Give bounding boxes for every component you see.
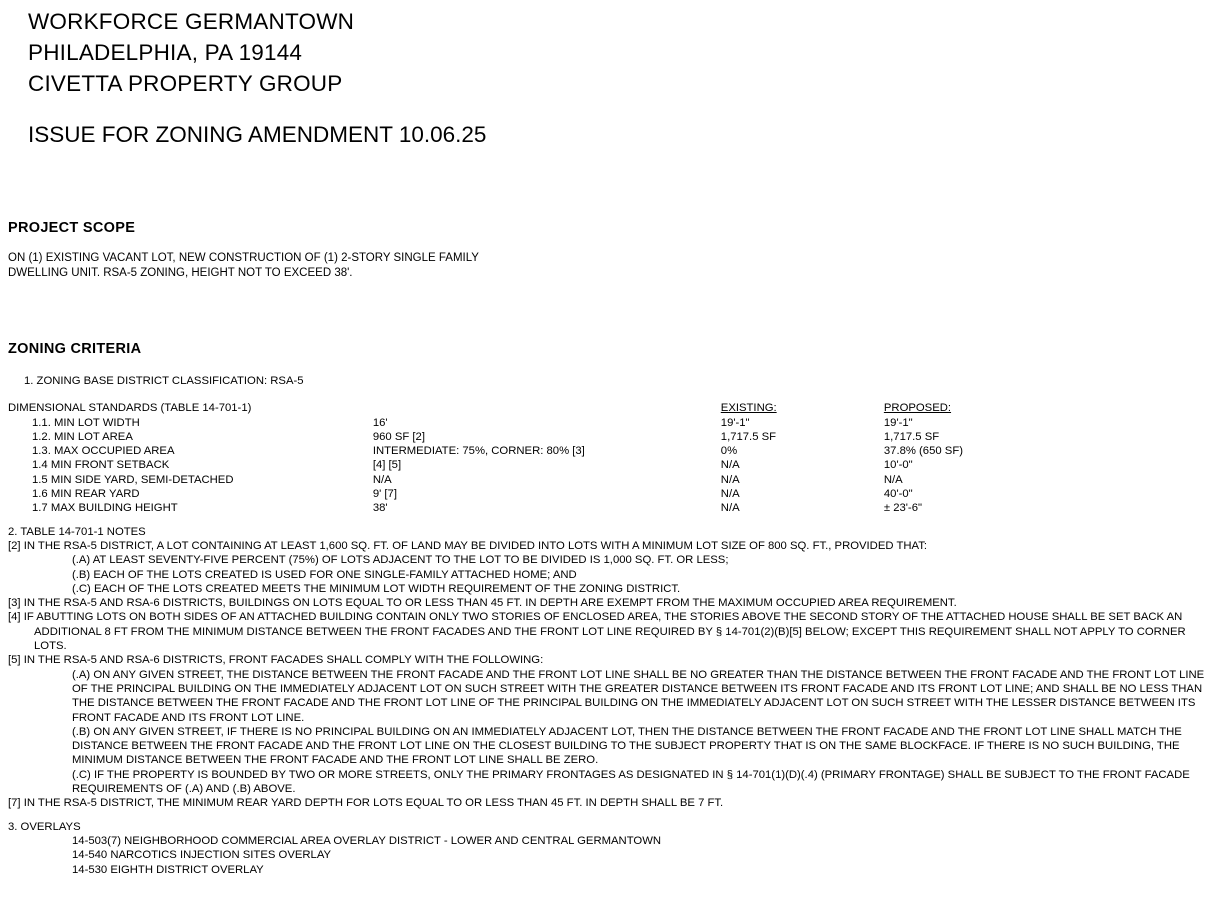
row-label: 1.1. MIN LOT WIDTH <box>32 416 140 429</box>
overlays-section <box>8 820 1208 877</box>
row-proposed: 37.8% (650 SF) <box>883 445 963 458</box>
row-standard: 16' <box>372 416 388 429</box>
row-label: 1.5 MIN SIDE YARD, SEMI-DETACHED <box>32 473 234 486</box>
note-5-b: (.B) ON ANY GIVEN STREET, IF THERE IS NO PRINCIPAL BUILDING ON AN IMMEDIATELY ADJACENT LOT, THEN THE DISTANCE BETWEEN THE FRONT FACADE AND THE FRONT LOT LINE SHALL MATCH THE DISTANCE BETWEEN THE FRONT FACADE AND THE FRONT LOT LINE ON THE CLOSEST BUILDING TO THE SUBJECT PROPERTY THAT IS ON THE SAME BLOCKFACE. IF THERE IS NO SUCH BUILDING, THE MINIMUM DISTANCE BETWEEN THE FRONT FACADE AND THE FRONT LOT LINE SHALL BE ZERO. <box>72 725 1182 767</box>
note-7: [7] IN THE RSA-5 DISTRICT, THE MINIMUM REAR YARD DEPTH FOR LOTS EQUAL TO OR LESS THAN 45 FT. IN DEPTH SHALL BE 7 FT. <box>8 797 724 810</box>
row-proposed: ± 23'-6" <box>883 502 922 515</box>
row-label: 1.2. MIN LOT AREA <box>32 430 133 443</box>
project-scope-title: PROJECT SCOPE <box>8 220 136 236</box>
row-existing: N/A <box>720 502 740 515</box>
row-label: 1.6 MIN REAR YARD <box>32 488 140 501</box>
table-header-row <box>8 401 1198 415</box>
project-scope-body <box>8 251 708 280</box>
table-notes <box>8 525 1208 811</box>
dimensional-standards-caption: DIMENSIONAL STANDARDS (TABLE 14-701-1) <box>8 402 252 415</box>
column-header-existing: EXISTING: <box>720 402 777 415</box>
note-5: [5] IN THE RSA-5 AND RSA-6 DISTRICTS, FRONT FACADES SHALL COMPLY WITH THE FOLLOWING: <box>8 654 544 667</box>
overlay-item: 14-540 NARCOTICS INJECTION SITES OVERLAY <box>72 849 332 862</box>
project-scope-body-line-2: DWELLING UNIT. RSA-5 ZONING, HEIGHT NOT TO EXCEED 38'. <box>8 266 353 279</box>
row-proposed: 40'-0" <box>883 488 913 501</box>
row-standard: N/A <box>372 473 392 486</box>
row-existing: N/A <box>720 473 740 486</box>
row-proposed: 1,717.5 SF <box>883 430 940 443</box>
dimensional-standards-table <box>8 401 1198 515</box>
note-2: [2] IN THE RSA-5 DISTRICT, A LOT CONTAINING AT LEAST 1,600 SQ. FT. OF LAND MAY BE DIVIDED INTO LOTS WITH A MINIMUM LOT SIZE OF 800 SQ. FT., PROVIDED THAT: <box>8 539 928 552</box>
table-row <box>8 487 1198 501</box>
note-2-c: (.C) EACH OF THE LOTS CREATED MEETS THE MINIMUM LOT WIDTH REQUIREMENT OF THE ZONING DISTRICT. <box>72 582 681 595</box>
table-row <box>8 473 1198 487</box>
table-row <box>8 430 1198 444</box>
row-standard: 9' [7] <box>372 488 397 501</box>
header-project-name: WORKFORCE GERMANTOWN <box>28 9 355 34</box>
row-label: 1.3. MAX OCCUPIED AREA <box>32 445 175 458</box>
table-row <box>8 444 1198 458</box>
row-proposed: 19'-1" <box>883 416 913 429</box>
overlays-heading: 3. OVERLAYS <box>8 820 81 833</box>
note-5-c: (.C) IF THE PROPERTY IS BOUNDED BY TWO OR MORE STREETS, ONLY THE PRIMARY FRONTAGES AS DESIGNATED IN § 14-701(1)(D)(.4) (PRIMARY FRONTAGE) SHALL BE SUBJECT TO THE FRONT FACADE REQUIREMENTS OF (.A) AND (.B) ABOVE. <box>72 768 1190 796</box>
table-row <box>8 416 1198 430</box>
row-standard: [4] [5] <box>372 459 402 472</box>
row-existing: 0% <box>720 445 738 458</box>
row-standard: INTERMEDIATE: 75%, CORNER: 80% [3] <box>372 445 585 458</box>
note-4: [4] IF ABUTTING LOTS ON BOTH SIDES OF AN ATTACHED BUILDING CONTAIN ONLY TWO STORIES OF ENCLOSED AREA, THE STORIES ABOVE THE SECOND STORY OF THE ATTACHED HOUSE SHALL BE SET BACK AN ADDITIONAL 8 FT FROM THE MINIMUM DISTANCE BETWEEN THE FRONT FACADES AND THE FRONT LOT LINE REQUIRED BY § 14-701(2)(B)[5] BELOW; EXCEPT THIS REQUIREMENT SHALL NOT APPLY TO CORNER LOTS. <box>8 611 1186 653</box>
note-2-a: (.A) AT LEAST SEVENTY-FIVE PERCENT (75%) OF LOTS ADJACENT TO THE LOT TO BE DIVIDED IS 1,000 SQ. FT. OR LESS; <box>72 554 729 567</box>
table-row <box>8 501 1198 515</box>
table-row <box>8 458 1198 472</box>
note-5-a: (.A) ON ANY GIVEN STREET, THE DISTANCE BETWEEN THE FRONT FACADE AND THE FRONT LOT LINE SHALL BE NO GREATER THAN THE DISTANCE BETWEEN THE FRONT FACADE AND THE FRONT LOT LINE OF THE PRINCIPAL BUILDING ON THE IMMEDIATELY ADJACENT LOT ON SUCH STREET WITH THE GREATER DISTANCE BETWEEN ITS FRONT FACADE AND ITS FRONT LOT LINE; AND SHALL BE NO LESS THAN THE DISTANCE BETWEEN THE FRONT FACADE AND THE FRONT LOT LINE OF THE PRINCIPAL BUILDING ON THE IMMEDIATELY ADJACENT LOT ON SUCH STREET WITH THE LESSER DISTANCE BETWEEN ITS FRONT FACADE AND ITS FRONT LOT LINE. <box>72 668 1205 724</box>
notes-heading: 2. TABLE 14-701-1 NOTES <box>8 525 146 538</box>
row-proposed: 10'-0" <box>883 459 913 472</box>
row-existing: N/A <box>720 459 740 472</box>
zoning-criteria-title: ZONING CRITERIA <box>8 341 142 357</box>
row-standard: 38' <box>372 502 388 515</box>
note-2-b: (.B) EACH OF THE LOTS CREATED IS USED FOR ONE SINGLE-FAMILY ATTACHED HOME; AND <box>72 568 577 581</box>
overlay-item: 14-530 EIGHTH DISTRICT OVERLAY <box>72 863 264 876</box>
zoning-criteria-body <box>8 374 1208 877</box>
row-existing: 1,717.5 SF <box>720 430 777 443</box>
spacer-cell <box>373 401 721 415</box>
column-header-proposed: PROPOSED: <box>883 402 952 415</box>
document-header <box>28 6 1128 150</box>
header-issue-line: ISSUE FOR ZONING AMENDMENT 10.06.25 <box>28 122 487 147</box>
row-label: 1.4 MIN FRONT SETBACK <box>32 459 170 472</box>
row-proposed: N/A <box>883 473 903 486</box>
project-scope-body-line-1: ON (1) EXISTING VACANT LOT, NEW CONSTRUCTION OF (1) 2-STORY SINGLE FAMILY <box>8 252 479 264</box>
row-label: 1.7 MAX BUILDING HEIGHT <box>32 502 178 515</box>
zoning-base-district-line: 1. ZONING BASE DISTRICT CLASSIFICATION: RSA-5 <box>24 375 304 387</box>
row-standard: 960 SF [2] <box>372 430 425 443</box>
note-3: [3] IN THE RSA-5 AND RSA-6 DISTRICTS, BUILDINGS ON LOTS EQUAL TO OR LESS THAN 45 FT. IN DEPTH ARE EXEMPT FROM THE MAXIMUM OCCUPIED AREA REQUIREMENT. <box>8 597 957 610</box>
header-client-name: CIVETTA PROPERTY GROUP <box>28 71 343 96</box>
row-existing: 19'-1" <box>720 416 750 429</box>
header-city-state-zip: PHILADELPHIA, PA 19144 <box>28 40 303 65</box>
overlay-item: 14-503(7) NEIGHBORHOOD COMMERCIAL AREA OVERLAY DISTRICT - LOWER AND CENTRAL GERMANTOWN <box>72 834 662 847</box>
row-existing: N/A <box>720 488 740 501</box>
